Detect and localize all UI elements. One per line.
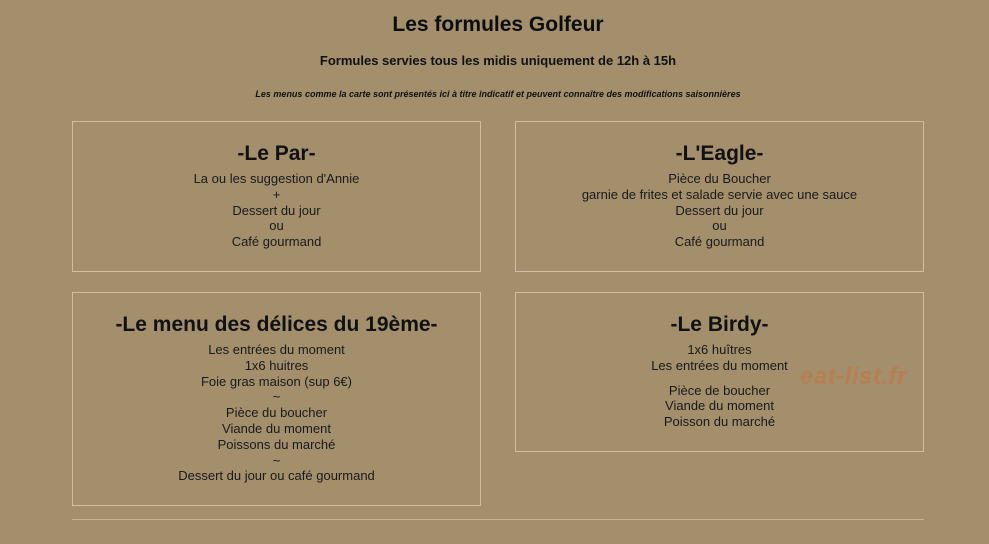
menu-card-delices xyxy=(72,292,481,506)
menu-line: Café gourmand xyxy=(674,234,765,250)
menu-line: Viande du moment xyxy=(222,420,331,436)
menu-card-title: -L'Eagle- xyxy=(675,142,764,165)
watermark-logo: eat-list.fr xyxy=(800,363,907,390)
page-title: Les formules Golfeur xyxy=(392,13,604,36)
menu-line: Viande du moment xyxy=(665,398,774,414)
menu-card-eagle xyxy=(515,121,924,272)
page-subtitle: Formules servies tous les midis uniquement de 12h à 15h xyxy=(319,53,677,68)
menu-line: Foie gras maison (sup 6€) xyxy=(200,373,352,389)
menu-card-items xyxy=(73,342,480,484)
menu-separator: ~ xyxy=(272,389,281,405)
menu-card-title: -Le Par- xyxy=(237,142,316,165)
menu-line: Les entrées du moment xyxy=(208,342,345,357)
menu-line: La ou les suggestion d'Annie xyxy=(193,171,360,186)
menu-line: Pièce de boucher xyxy=(668,382,771,398)
menu-line: Dessert du jour xyxy=(675,202,764,218)
menu-line: Dessert du jour ou café gourmand xyxy=(178,468,375,484)
menu-line: + xyxy=(272,186,281,202)
menu-line: 1x6 huitres xyxy=(244,357,309,373)
menu-card-title: -Le menu des délices du 19ème- xyxy=(115,313,438,336)
menu-line: Pièce du Boucher xyxy=(668,171,771,186)
menu-line: Pièce du boucher xyxy=(225,405,328,421)
menu-line: ou xyxy=(269,218,284,234)
menu-line: Dessert du jour xyxy=(232,202,321,218)
menu-line: Café gourmand xyxy=(231,234,322,250)
menu-separator: ~ xyxy=(272,452,281,468)
menu-line: 1x6 huîtres xyxy=(687,342,752,357)
menu-line: Poissons du marché xyxy=(217,436,336,452)
disclaimer-text: Les menus comme la carte sont présentés ici à titre indicatif et peuvent connaître des modifications saisonnières xyxy=(255,89,741,99)
menu-card-items xyxy=(516,171,923,250)
menu-line: Poisson du marché xyxy=(663,414,776,430)
footer-divider xyxy=(72,519,924,520)
menu-card-items xyxy=(73,171,480,250)
menu-line: ou xyxy=(712,218,727,234)
menu-card-title: -Le Birdy- xyxy=(670,313,769,336)
menu-line: Les entrées du moment xyxy=(651,357,788,373)
menu-line: garnie de frites et salade servie avec une sauce xyxy=(581,186,858,202)
menu-card-par xyxy=(72,121,481,272)
